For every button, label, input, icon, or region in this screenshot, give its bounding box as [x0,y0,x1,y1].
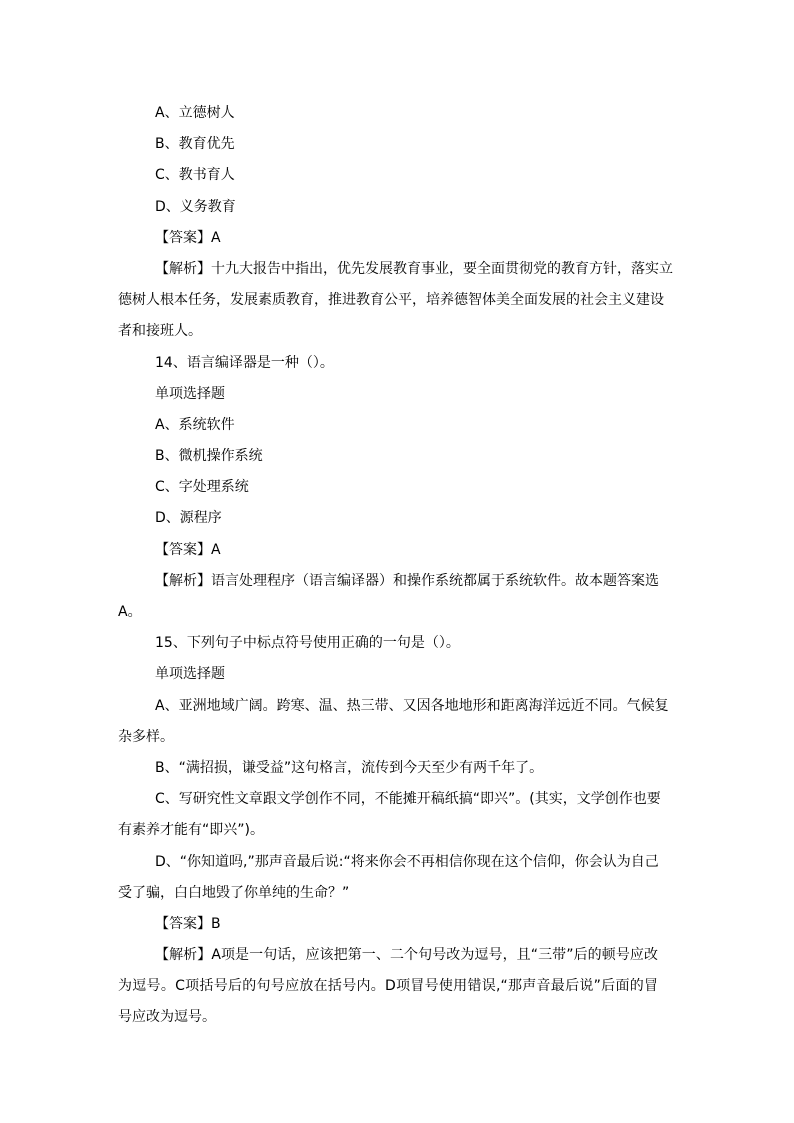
text-line: C、字处理系统 [155,479,249,496]
text-line: 15、下列句子中标点符号使用正确的一句是（）。 [155,635,460,652]
paragraph [118,909,658,940]
text-line: 【答案】A [155,541,221,558]
text-line: 【解析】A项是一句话，应该把第一、二个句号改为逗号，且“三带”后的顿号应改 [155,947,658,964]
text-line: 杂多样。 [118,728,174,745]
text-line: B、“满招损，谦受益”这句格言，流传到今天至少有两千年了。 [155,759,544,776]
text-line: 有素养才能有“即兴”)。 [118,822,264,839]
paragraph [118,441,658,472]
text-line: B、教育优先 [155,136,235,153]
paragraph [118,129,658,160]
text-line: A、立德树人 [155,105,235,121]
paragraph [118,98,658,129]
text-line: 为逗号。C项括号后的句号应放在括号内。D项冒号使用错误,“那声音最后说”后面的冒 [118,978,658,995]
paragraph [118,628,658,659]
text-line: D、义务教育 [155,198,236,215]
text-line: C、教书育人 [155,167,235,184]
paragraph [118,691,669,753]
text-line: B、微机操作系统 [155,448,263,465]
text-line: A、系统软件 [155,416,235,433]
paragraph [118,254,673,348]
text-line: 【解析】十九大报告中指出，优先发展教育事业，要全面贯彻党的教育方针，落实立 [155,260,673,277]
paragraph [118,940,658,1034]
paragraph [118,348,658,379]
paragraph [118,535,658,566]
paragraph [118,223,658,254]
text-line: 【答案】A [155,229,221,246]
paragraph [118,160,658,191]
text-line: A。 [118,604,142,620]
text-line: C、写研究性文章跟文学创作不同，不能摊开稿纸搞“即兴”。(其实，文学创作也要 [155,791,661,808]
text-line: 号应改为逗号。 [118,1009,216,1026]
paragraph [118,410,658,441]
paragraph [118,753,658,784]
paragraph [118,472,658,503]
text-line: 者和接班人。 [118,323,202,340]
text-line: D、源程序 [155,510,222,527]
paragraph [118,847,658,909]
paragraph [118,192,658,223]
paragraph [118,503,658,534]
paragraph [118,659,658,690]
text-line: 单项选择题 [155,666,225,683]
paragraph [118,784,661,846]
text-line: 【答案】B [155,915,221,932]
text-line: 德树人根本任务，发展素质教育，推进教育公平，培养德智体美全面发展的社会主义建设 [118,292,664,309]
paragraph [118,379,658,410]
text-line: D、“你知道吗,”那声音最后说:“将来你会不再相信你现在这个信仰，你会认为自己 [155,853,659,870]
text-line: A、亚洲地域广阔。跨寒、温、热三带、又因各地地形和距离海洋远近不同。气候复 [155,697,669,714]
text-line: 受了骗，白白地毁了你单纯的生命？” [118,884,350,901]
paragraph [118,566,658,628]
text-line: 【解析】语言处理程序（语言编译器）和操作系统都属于系统软件。故本题答案选 [155,572,659,589]
text-line: 单项选择题 [155,385,225,402]
document-body [118,98,673,1034]
text-line: 14、语言编译器是一种（）。 [155,354,334,371]
